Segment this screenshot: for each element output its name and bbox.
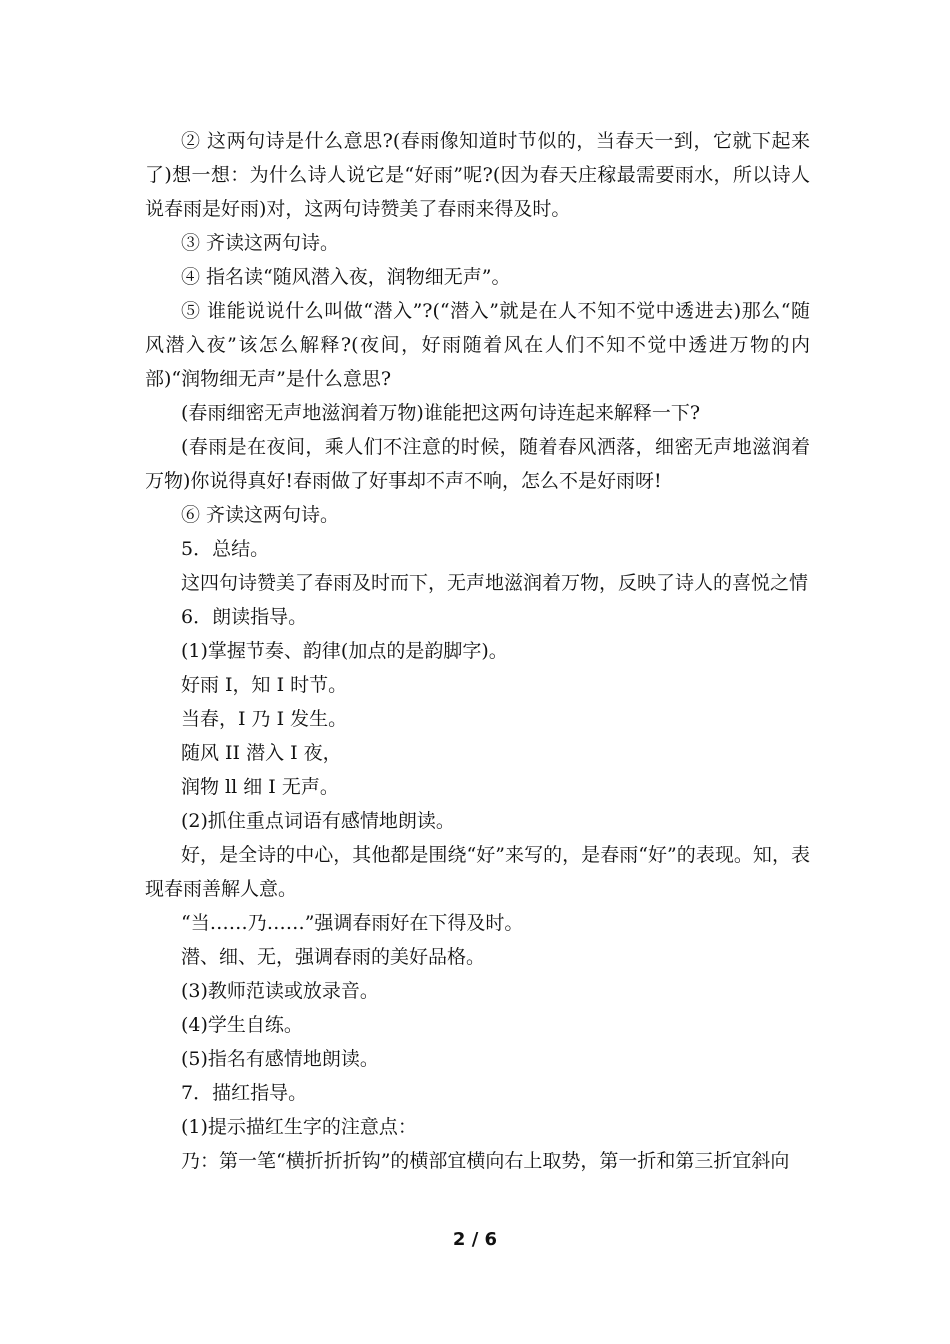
paragraph: ③ 齐读这两句诗。 <box>181 232 340 254</box>
paragraph: ④ 指名读“随风潜入夜，润物细无声”。 <box>181 266 511 288</box>
paragraph: 潜、细、无，强调春雨的美好品格。 <box>181 946 486 968</box>
paragraph: (2)抓住重点词语有感情地朗读。 <box>181 810 455 832</box>
paragraph: (1)掌握节奏、韵律(加点的是韵脚字)。 <box>181 640 508 662</box>
paragraph: 这四句诗赞美了春雨及时而下，无声地滋润着万物，反映了诗人的喜悦之情 <box>181 572 809 594</box>
paragraph: 乃：第一笔“横折折折钩”的横部宜横向右上取势，第一折和第三折宜斜向 <box>181 1150 790 1172</box>
paragraph: 当春，I 乃 I 发生。 <box>181 708 348 730</box>
paragraph: 7．描红指导。 <box>181 1082 308 1104</box>
paragraph: (5)指名有感情地朗读。 <box>181 1048 379 1070</box>
page-number: 2 / 6 <box>452 1229 498 1250</box>
paragraph: 好雨 I，知 I 时节。 <box>181 674 348 696</box>
paragraph: (1)提示描红生字的注意点： <box>181 1116 417 1138</box>
paragraph: (4)学生自练。 <box>181 1014 303 1036</box>
paragraph: “当……乃……”强调春雨好在下得及时。 <box>181 912 524 934</box>
document-body <box>145 124 810 1178</box>
paragraph: 润物 ll 细 I 无声。 <box>181 776 339 798</box>
paragraph: ⑥ 齐读这两句诗。 <box>181 504 340 526</box>
paragraph: 5．总结。 <box>181 538 270 560</box>
paragraph: ⑤ 谁能说说什么叫做“潜入”?(“潜入”就是在人不知不觉中透进去)那么“随风潜入夜”该怎么解释?(夜间，好雨随着风在人们不知不觉中透进万物的内部)“润物细无声”是什么意思? <box>145 300 810 390</box>
paragraph: (春雨是在夜间，乘人们不注意的时候，随着春风洒落，细密无声地滋润着万物)你说得真好!春雨做了好事却不声不响，怎么不是好雨呀! <box>145 436 810 492</box>
paragraph: ② 这两句诗是什么意思?(春雨像知道时节似的，当春天一到，它就下起来了)想一想：为什么诗人说它是“好雨”呢?(因为春天庄稼最需要雨水，所以诗人说春雨是好雨)对，这两句诗赞美了春雨来得及时。 <box>145 130 810 220</box>
paragraph: 6．朗读指导。 <box>181 606 308 628</box>
paragraph: (春雨细密无声地滋润着万物)谁能把这两句诗连起来解释一下? <box>181 402 701 424</box>
paragraph: (3)教师范读或放录音。 <box>181 980 379 1002</box>
paragraph: 随风 II 潜入 I 夜， <box>181 742 342 764</box>
paragraph: 好，是全诗的中心，其他都是围绕“好”来写的，是春雨“好”的表现。知，表现春雨善解人意。 <box>145 844 810 900</box>
